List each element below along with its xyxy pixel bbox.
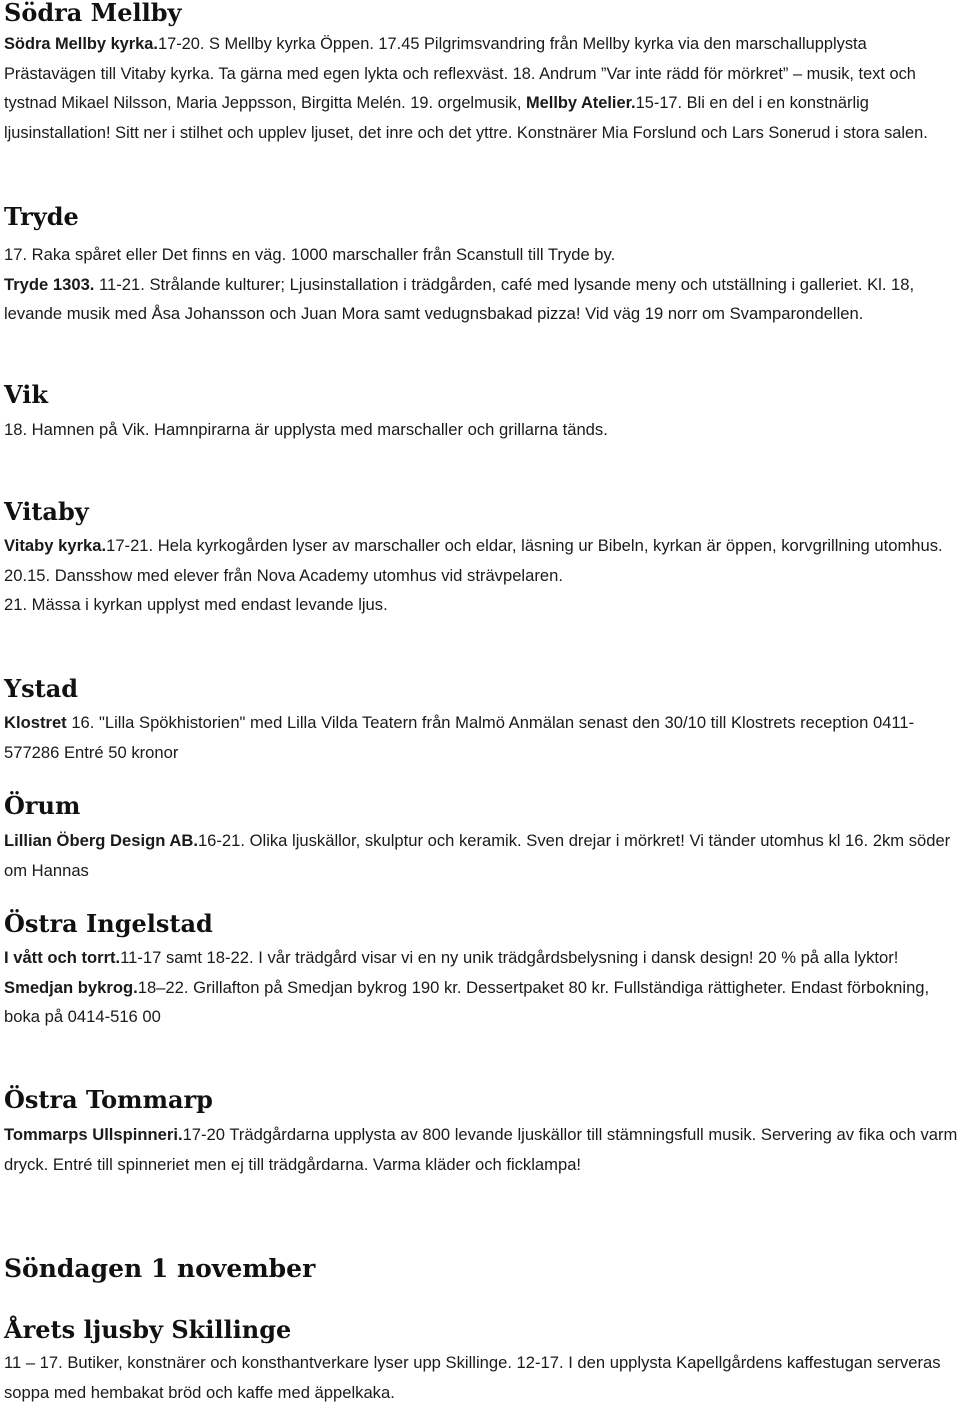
- paragraph-ostra-ingelstad: [4, 943, 958, 1032]
- paragraph-skillinge: 11 – 17. Butiker, konstnärer och konsthantverkare lyser upp Skillinge. 12-17. I den upplysta Kapellgårdens kaffestugan serveras soppa med hembakat bröd och kaffe med äppelkaka.: [4, 1353, 941, 1402]
- event-text: 16. "Lilla Spökhistorien" med Lilla Vilda Teatern från Malmö Anmälan senast den 30/10 till Klostrets reception 0411-577286 Entré 50 kronor: [4, 713, 915, 762]
- venue-label: Tryde 1303.: [4, 274, 95, 294]
- heading-skillinge: Årets ljusby Skillinge: [4, 1315, 292, 1344]
- venue-label: Mellby Atelier.: [526, 94, 636, 112]
- venue-label: Tommarps Ullspinneri.: [4, 1125, 183, 1144]
- venue-label: Smedjan bykrog.: [4, 977, 138, 997]
- heading-sodra-mellby: Södra Mellby: [4, 0, 182, 27]
- venue-label: I vått och torrt.: [4, 948, 121, 967]
- heading-orum: Örum: [4, 791, 81, 820]
- event-text: 21. Mässa i kyrkan upplyst med endast levande ljus.: [4, 595, 388, 614]
- event-text: 17. Raka spåret eller Det finns en väg. 1000 marschaller från Scanstull till Tryde by.: [4, 245, 616, 264]
- heading-ystad: Ystad: [4, 674, 79, 703]
- event-text: 20.15. Dansshow med elever från Nova Academy utomhus vid strävpelaren.: [4, 565, 563, 585]
- event-text: 16-21. Olika ljuskällor, skulptur och keramik. Sven drejar i mörkret! Vi tänder utomhus kl 16. 2km söder om Hannas: [4, 831, 951, 880]
- heading-sondagen: Söndagen 1 november: [4, 1254, 316, 1283]
- venue-label: Södra Mellby kyrka.: [4, 35, 158, 53]
- paragraph-ystad: [4, 708, 958, 767]
- venue-label: Vitaby kyrka.: [4, 536, 107, 555]
- event-text: 15-17. Bli en del i en konstnärlig ljusinstallation! Sitt ner i stilhet och upplev ljuset, det inre och det yttre. Konstnärer Mia Forslund och Lars Sonerud i stora salen.: [4, 94, 928, 142]
- paragraph-vitaby: [4, 531, 958, 620]
- event-text: 17-20. S Mellby kyrka Öppen. 17.45 Pilgrimsvandring från Mellby kyrka via den marschallupplysta Prästavägen till Vitaby kyrka. Ta gärna med egen lykta och reflexväst. 18. Andrum ”Var inte rädd för mörkret” – musik, text och tystnad Mikael Nilsson, Maria Jeppsson, Birgitta Melén. 19. orgelmusik,: [4, 35, 916, 112]
- heading-ostra-ingelstad: Östra Ingelstad: [4, 909, 213, 938]
- paragraph-sodra-mellby: [4, 30, 958, 148]
- venue-label: Klostret: [4, 713, 67, 732]
- paragraph-ostra-tommarp: [4, 1120, 958, 1179]
- event-text: 11-21. Strålande kulturer; Ljusinstallation i trädgården, café med lysande meny och utställning i galleriet. Kl. 18, levande musik med Åsa Johansson och Juan Mora samt vedugnsbakad pizza! Vid väg 19 norr om Svamparondellen.: [4, 274, 915, 323]
- heading-vik: Vik: [4, 380, 48, 409]
- event-text: 18–22. Grillafton på Smedjan bykrog 190 kr. Dessertpaket 80 kr. Fullständiga rättigheter. Endast förbokning, boka på 0414-516 00: [4, 977, 930, 1026]
- venue-label: Lillian Öberg Design AB.: [4, 831, 198, 850]
- event-text: 11-17 samt 18-22. I vår trädgård visar vi en ny unik trädgårdsbelysning i dansk design! 20 % på alla lyktor!: [120, 948, 899, 967]
- heading-vitaby: Vitaby: [4, 497, 89, 526]
- heading-ostra-tommarp: Östra Tommarp: [4, 1085, 213, 1114]
- event-text: 17-20 Trädgårdarna upplysta av 800 levande ljuskällor till stämningsfull musik. Servering av fika och varm dryck. Entré till spinneriet men ej till trädgårdarna. Varma kläder och ficklampa!: [4, 1125, 958, 1174]
- paragraph-orum: [4, 826, 958, 885]
- event-text: 17-21. Hela kyrkogården lyser av marschaller och eldar, läsning ur Bibeln, kyrkan är öppen, korvgrillning utomhus.: [106, 536, 943, 555]
- heading-tryde: Tryde: [4, 202, 79, 231]
- paragraph-tryde: [4, 240, 958, 329]
- paragraph-vik: 18. Hamnen på Vik. Hamnpirarna är upplysta med marschaller och grillarna tänds.: [4, 420, 608, 439]
